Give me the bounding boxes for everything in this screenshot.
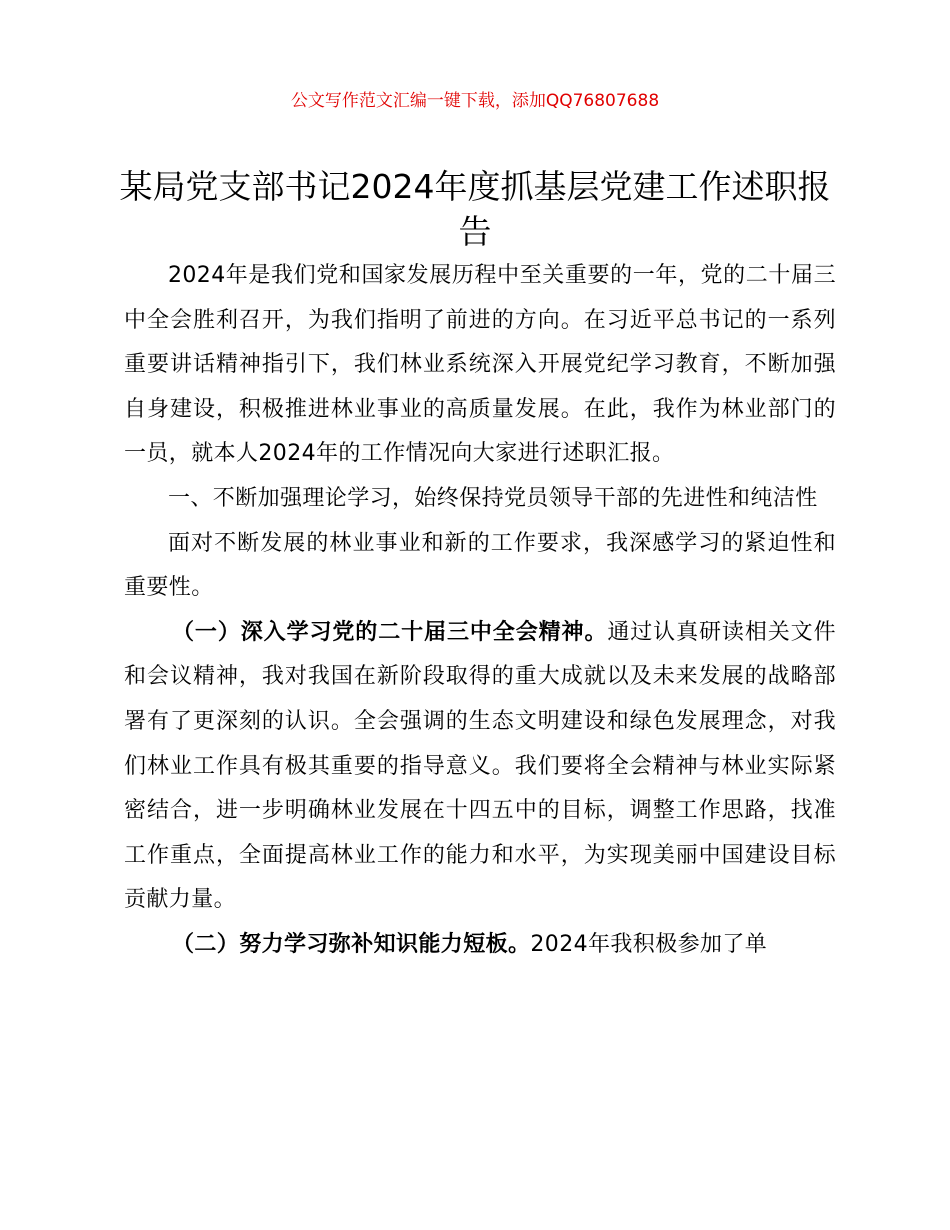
- section-heading-1: 一、不断加强理论学习，始终保持党员领导干部的先进性和纯洁性: [168, 485, 818, 511]
- subsection-2-heading: （二）努力学习弥补知识能力短板。: [172, 931, 531, 957]
- document-body: [124, 254, 836, 968]
- subsection-1-paragraph: [124, 611, 836, 923]
- subsection-1-text: 通过认真研读相关文件和会议精神，我对我国在新阶段取得的重大成就以及未来发展的战略部署有了更深刻的认识。全会强调的生态文明建设和绿色发展理念，对我们林业工作具有极其重要的指导意义。我们要将全会精神与林业实际紧密结合，进一步明确林业发展在十四五中的目标，调整工作思路，找准工作重点，全面提高林业工作的能力和水平，为实现美丽中国建设目标贡献力量。: [124, 619, 836, 913]
- download-banner: 公文写作范文汇编一键下载，添加QQ76807688: [290, 91, 660, 111]
- document-title: 某局党支部书记2024年度抓基层党建工作述职报告: [119, 167, 831, 251]
- subsection-1-heading: （一）深入学习党的二十届三中全会精神。: [172, 619, 608, 645]
- subsection-2-paragraph: [124, 923, 836, 968]
- section-1-intro-paragraph: 面对不断发展的林业事业和新的工作要求，我深感学习的紧迫性和重要性。: [124, 530, 836, 601]
- subsection-2-text: 2024年我积极参加了单: [530, 931, 768, 957]
- intro-paragraph: 2024年是我们党和国家发展历程中至关重要的一年，党的二十届三中全会胜利召开，为我们指明了前进的方向。在习近平总书记的一系列重要讲话精神指引下，我们林业系统深入开展党纪学习教育，不断加强自身建设，积极推进林业事业的高质量发展。在此，我作为林业部门的一员，就本人2024年的工作情况向大家进行述职汇报。: [124, 263, 836, 467]
